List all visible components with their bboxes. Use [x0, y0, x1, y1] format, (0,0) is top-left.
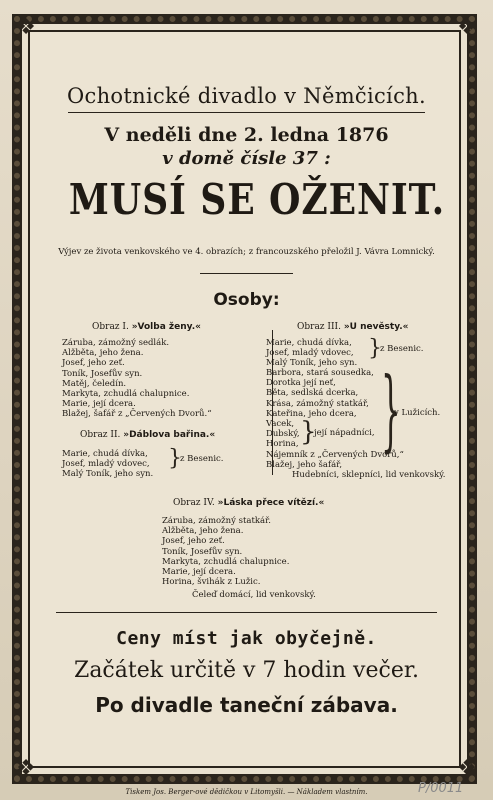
cast-line: Horina, švihák z Lužic.	[162, 577, 261, 588]
cast-line: Alžběta, jeho žena.	[62, 348, 144, 359]
cast-line: Blažej, jeho šafář,	[266, 459, 343, 470]
cast-line: Krása, zámožný statkář,	[266, 398, 369, 409]
start-time-line: Začátek určitě v 7 hodin večer.	[74, 658, 419, 683]
brace-icon: }	[381, 358, 401, 461]
cast-line: Toník, Josefův syn.	[162, 546, 243, 557]
corner-ornament-icon: ❖	[16, 15, 36, 40]
cast-line: Kateřina, jeho dcera,	[266, 408, 357, 419]
cast-line: Záruba, zámožný sedlák.	[62, 338, 170, 348]
cast-line: Malý Toník, jeho syn.	[62, 469, 154, 480]
cast-line: Marie, chudá dívka,	[62, 449, 148, 459]
cast-line: Marie, její dcera.	[162, 567, 236, 578]
scene-3-footer: Hudebníci, sklepníci, lid venkovský.	[292, 470, 446, 480]
cast-line: Blažej, šafář z „Červených Dvorů.“	[62, 409, 212, 420]
brace-icon: }	[168, 446, 182, 471]
divider	[200, 273, 293, 274]
cast-line: Záruba, zámožný statkář.	[162, 516, 271, 526]
scene-1-heading: Obraz I. »Volba ženy.«	[92, 322, 201, 332]
cast-line: Dubský,	[266, 429, 300, 440]
brace-icon: }	[300, 417, 317, 447]
scene-3-cast-a	[266, 338, 357, 369]
cast-line: Malý Toník, jeho syn.	[266, 358, 358, 369]
prices-line: Ceny míst jak obyčejně.	[116, 628, 377, 649]
date-line: V neděli dne 2. ledna 1876	[104, 124, 389, 146]
corner-ornament-icon: ❖	[16, 756, 36, 781]
cast-line: Josef, jeho zeť.	[62, 358, 125, 369]
scene-4-heading: Obraz IV. »Láska přece vítězí.«	[173, 498, 325, 508]
cast-heading: Osoby:	[213, 290, 280, 310]
printer-imprint: Tiskem Jos. Berger-ové dědičkou v Litomyšli. — Nákladem vlastním.	[125, 788, 368, 796]
divider	[68, 112, 425, 113]
cast-line: Marie, chudá dívka,	[266, 338, 352, 348]
divider	[56, 612, 437, 613]
cast-line: Běta, sedlská dcerka,	[266, 388, 359, 399]
group-label: z Besenic.	[380, 344, 424, 354]
dance-line: Po divadle taneční zábava.	[95, 693, 398, 717]
corner-ornament-icon: ❖	[457, 15, 477, 40]
cast-line: Markyta, zchudlá chalupnice.	[162, 556, 290, 567]
brace-icon: }	[368, 336, 382, 361]
archive-stamp: P/0011	[418, 781, 464, 796]
cast-line: Vacek,	[266, 419, 295, 430]
scene-4-footer: Čeleď domácí, lid venkovský.	[192, 590, 316, 600]
scene-2-cast	[62, 449, 153, 480]
cast-line: Nájemník z „Červených Dvorů,“	[266, 449, 404, 460]
cast-line: Barbora, stará sousedka,	[266, 368, 374, 378]
scene-3-heading: Obraz III. »U nevěsty.«	[297, 322, 409, 332]
cast-line: Toník, Josefův syn.	[62, 368, 143, 379]
cast-line: Dorotka její neť,	[266, 378, 336, 389]
cast-line: Horina,	[266, 439, 299, 450]
scene-1-cast	[62, 338, 212, 420]
cast-line: Markyta, zchudlá chalupnice.	[62, 389, 190, 400]
cast-line: Marie, její dcera.	[62, 399, 136, 410]
cast-line: Josef, mladý vdovec,	[266, 348, 354, 359]
house-line: v domě čísle 37 :	[162, 148, 331, 169]
scene-2-heading: Obraz II. »Dáblova bařina.«	[80, 430, 216, 440]
cast-line: Alžběta, jeho žena.	[162, 526, 244, 537]
group-label: její nápadníci,	[314, 428, 375, 438]
play-subtitle: Výjev ze života venkovského ve 4. obrazích; z francouzského přeložil J. Vávra Lomnický.	[58, 247, 435, 257]
cast-line: Josef, mladý vdovec,	[62, 459, 150, 470]
cast-line: Josef, jeho zeť.	[162, 536, 225, 547]
scene-4-cast	[162, 516, 289, 587]
group-label: v Lužicích.	[394, 408, 441, 418]
group-label: z Besenic.	[180, 454, 224, 464]
cast-line: Matěj, čeledín.	[62, 378, 127, 389]
play-title: MUSÍ SE OŽENIT.	[68, 175, 446, 224]
venue-heading: Ochotnické divadlo v Němčicích.	[67, 84, 426, 108]
corner-ornament-icon: ❖	[457, 756, 477, 781]
